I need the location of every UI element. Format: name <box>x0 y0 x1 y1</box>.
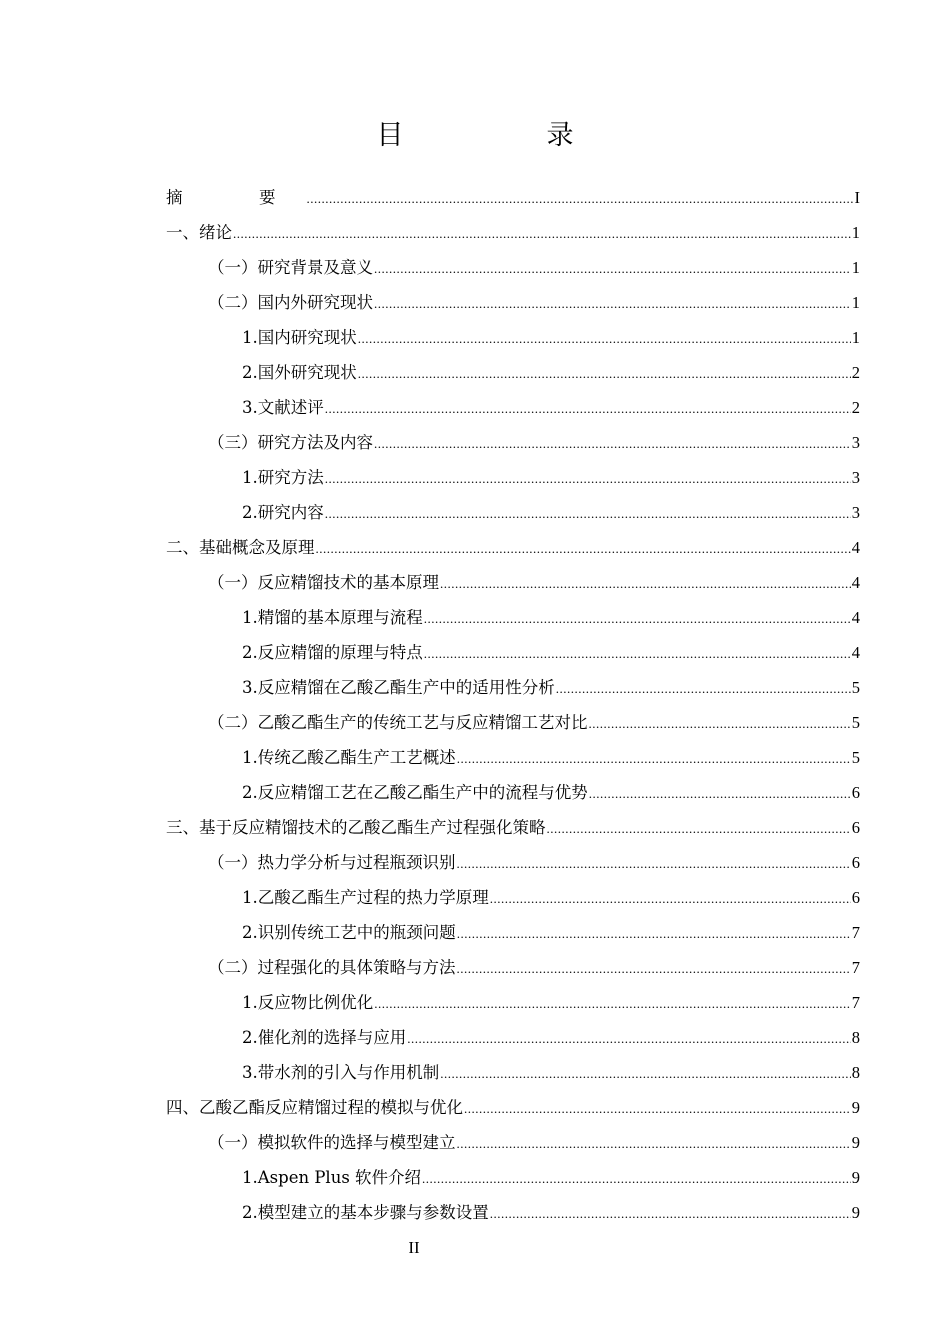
toc-entry-label: 2.模型建立的基本步骤与参数设置 <box>242 1203 489 1222</box>
toc-entry-label: 2.反应精馏的原理与特点 <box>242 643 423 662</box>
dot-leader <box>325 496 851 531</box>
dot-leader <box>490 1196 851 1231</box>
toc-entry-label: 二、基础概念及原理 <box>166 538 315 557</box>
toc-entry-page: 7 <box>851 923 860 942</box>
toc-entry[interactable] <box>166 880 860 915</box>
toc-entry[interactable] <box>166 705 860 740</box>
dot-leader <box>464 1091 851 1126</box>
dot-leader <box>589 776 851 811</box>
toc-entry-page: 1 <box>851 293 860 312</box>
toc-entry-page: 6 <box>851 783 860 802</box>
toc-entry-label: 1.研究方法 <box>242 468 324 487</box>
toc-entry-label: （二）国内外研究现状 <box>208 293 373 312</box>
toc-entry-page: 5 <box>851 678 860 697</box>
dot-leader <box>457 741 851 776</box>
toc-entry-page: 6 <box>851 853 860 872</box>
dot-leader <box>325 461 851 496</box>
toc-entry-page: 4 <box>851 573 860 592</box>
dot-leader <box>358 356 851 391</box>
toc-entry[interactable] <box>166 355 860 390</box>
toc-entry-page: 3 <box>851 433 860 452</box>
toc-entry-page: 9 <box>851 1203 860 1222</box>
page-number-footer: II <box>408 1238 420 1257</box>
toc-entry[interactable] <box>166 810 860 845</box>
toc-entry[interactable] <box>166 670 860 705</box>
toc-entry-label: （二）过程强化的具体策略与方法 <box>208 958 456 977</box>
toc-entry-page: 8 <box>851 1028 860 1047</box>
toc-entry[interactable] <box>166 845 860 880</box>
dot-leader <box>316 531 851 566</box>
toc-entry-label: 一、绪论 <box>166 223 232 242</box>
toc-entry-label: 3.文献述评 <box>242 398 324 417</box>
toc-entry[interactable] <box>166 320 860 355</box>
toc-entry[interactable] <box>166 740 860 775</box>
toc-entry-label: （一）研究背景及意义 <box>208 258 373 277</box>
toc-entry[interactable] <box>166 250 860 285</box>
toc-entry-page: 9 <box>851 1133 860 1152</box>
toc-entry-page: 4 <box>851 538 860 557</box>
toc-entry[interactable] <box>166 495 860 530</box>
dot-leader <box>547 811 851 846</box>
toc-entry-page: 8 <box>851 1063 860 1082</box>
dot-leader <box>358 321 851 356</box>
toc-entry-page: 1 <box>851 258 860 277</box>
toc-entry-label: 摘 要 <box>166 188 306 207</box>
dot-leader <box>457 1126 851 1161</box>
toc-entry[interactable] <box>166 1055 860 1090</box>
toc-entry-page: 5 <box>851 748 860 767</box>
toc-entry-label: 1.乙酸乙酯生产过程的热力学原理 <box>242 888 489 907</box>
dot-leader <box>457 916 851 951</box>
dot-leader <box>424 601 851 636</box>
toc-entry-label: 2.反应精馏工艺在乙酸乙酯生产中的流程与优势 <box>242 783 588 802</box>
toc-entry-label: 3.带水剂的引入与作用机制 <box>242 1063 440 1082</box>
dot-leader <box>307 181 854 216</box>
toc-entry[interactable] <box>166 950 860 985</box>
toc-entry-page: 1 <box>851 223 860 242</box>
toc-entry-label: 1.国内研究现状 <box>242 328 357 347</box>
dot-leader <box>589 706 851 741</box>
toc-entry[interactable] <box>166 635 860 670</box>
toc-entry-label: （二）乙酸乙酯生产的传统工艺与反应精馏工艺对比 <box>208 713 588 732</box>
toc-entry[interactable] <box>166 565 860 600</box>
toc-entry-page: 1 <box>851 328 860 347</box>
toc-entry[interactable] <box>166 530 860 565</box>
toc-entry-label: 2.研究内容 <box>242 503 324 522</box>
dot-leader <box>407 1021 851 1056</box>
dot-leader <box>440 566 851 601</box>
toc-entry-label: 1.Aspen Plus 软件介绍 <box>242 1168 422 1187</box>
toc-entry[interactable] <box>166 1090 860 1125</box>
toc-entry-label: 3.反应精馏在乙酸乙酯生产中的适用性分析 <box>242 678 555 697</box>
toc-entry-page: 4 <box>851 643 860 662</box>
table-of-contents <box>166 180 860 1230</box>
toc-entry-page: 6 <box>851 888 860 907</box>
dot-leader <box>374 986 851 1021</box>
dot-leader <box>374 251 851 286</box>
dot-leader <box>457 846 851 881</box>
toc-entry-page: 6 <box>851 818 860 837</box>
toc-entry[interactable] <box>166 1125 860 1160</box>
toc-entry[interactable] <box>166 425 860 460</box>
toc-entry-page: 9 <box>851 1168 860 1187</box>
toc-entry-label: （一）反应精馏技术的基本原理 <box>208 573 439 592</box>
toc-entry-page: 7 <box>851 958 860 977</box>
toc-entry[interactable] <box>166 180 860 215</box>
toc-entry-label: 2.识别传统工艺中的瓶颈问题 <box>242 923 456 942</box>
dot-leader <box>490 881 851 916</box>
toc-entry[interactable] <box>166 390 860 425</box>
dot-leader <box>556 671 851 706</box>
toc-entry-page: 7 <box>851 993 860 1012</box>
toc-entry-page: 4 <box>851 608 860 627</box>
dot-leader <box>374 286 851 321</box>
toc-entry[interactable] <box>166 985 860 1020</box>
toc-entry[interactable] <box>166 285 860 320</box>
toc-entry[interactable] <box>166 1195 860 1230</box>
dot-leader <box>440 1056 851 1091</box>
toc-entry-page: I <box>854 188 860 207</box>
toc-entry-label: 1.传统乙酸乙酯生产工艺概述 <box>242 748 456 767</box>
toc-entry-page: 9 <box>851 1098 860 1117</box>
toc-entry-page: 2 <box>851 398 860 417</box>
toc-entry-page: 5 <box>851 713 860 732</box>
toc-entry-label: 1.精馏的基本原理与流程 <box>242 608 423 627</box>
toc-entry-label: 1.反应物比例优化 <box>242 993 374 1012</box>
toc-entry[interactable] <box>166 1020 860 1055</box>
toc-entry-label: （一）热力学分析与过程瓶颈识别 <box>208 853 456 872</box>
toc-entry-page: 3 <box>851 468 860 487</box>
toc-entry-label: 四、乙酸乙酯反应精馏过程的模拟与优化 <box>166 1098 463 1117</box>
page-title: 目 录 <box>376 120 632 151</box>
dot-leader <box>325 391 851 426</box>
toc-entry-label: 2.国外研究现状 <box>242 363 357 382</box>
toc-entry-label: 三、基于反应精馏技术的乙酸乙酯生产过程强化策略 <box>166 818 546 837</box>
toc-entry[interactable] <box>166 775 860 810</box>
dot-leader <box>457 951 851 986</box>
dot-leader <box>374 426 851 461</box>
toc-entry-label: （一）模拟软件的选择与模型建立 <box>208 1133 456 1152</box>
toc-entry[interactable] <box>166 1160 860 1195</box>
dot-leader <box>424 636 851 671</box>
toc-entry[interactable] <box>166 215 860 250</box>
dot-leader <box>422 1161 851 1196</box>
toc-entry[interactable] <box>166 915 860 950</box>
toc-entry-page: 3 <box>851 503 860 522</box>
toc-entry-label: （三）研究方法及内容 <box>208 433 373 452</box>
dot-leader <box>233 216 851 251</box>
toc-entry[interactable] <box>166 600 860 635</box>
toc-entry-label: 2.催化剂的选择与应用 <box>242 1028 407 1047</box>
toc-entry-page: 2 <box>851 363 860 382</box>
toc-entry[interactable] <box>166 460 860 495</box>
